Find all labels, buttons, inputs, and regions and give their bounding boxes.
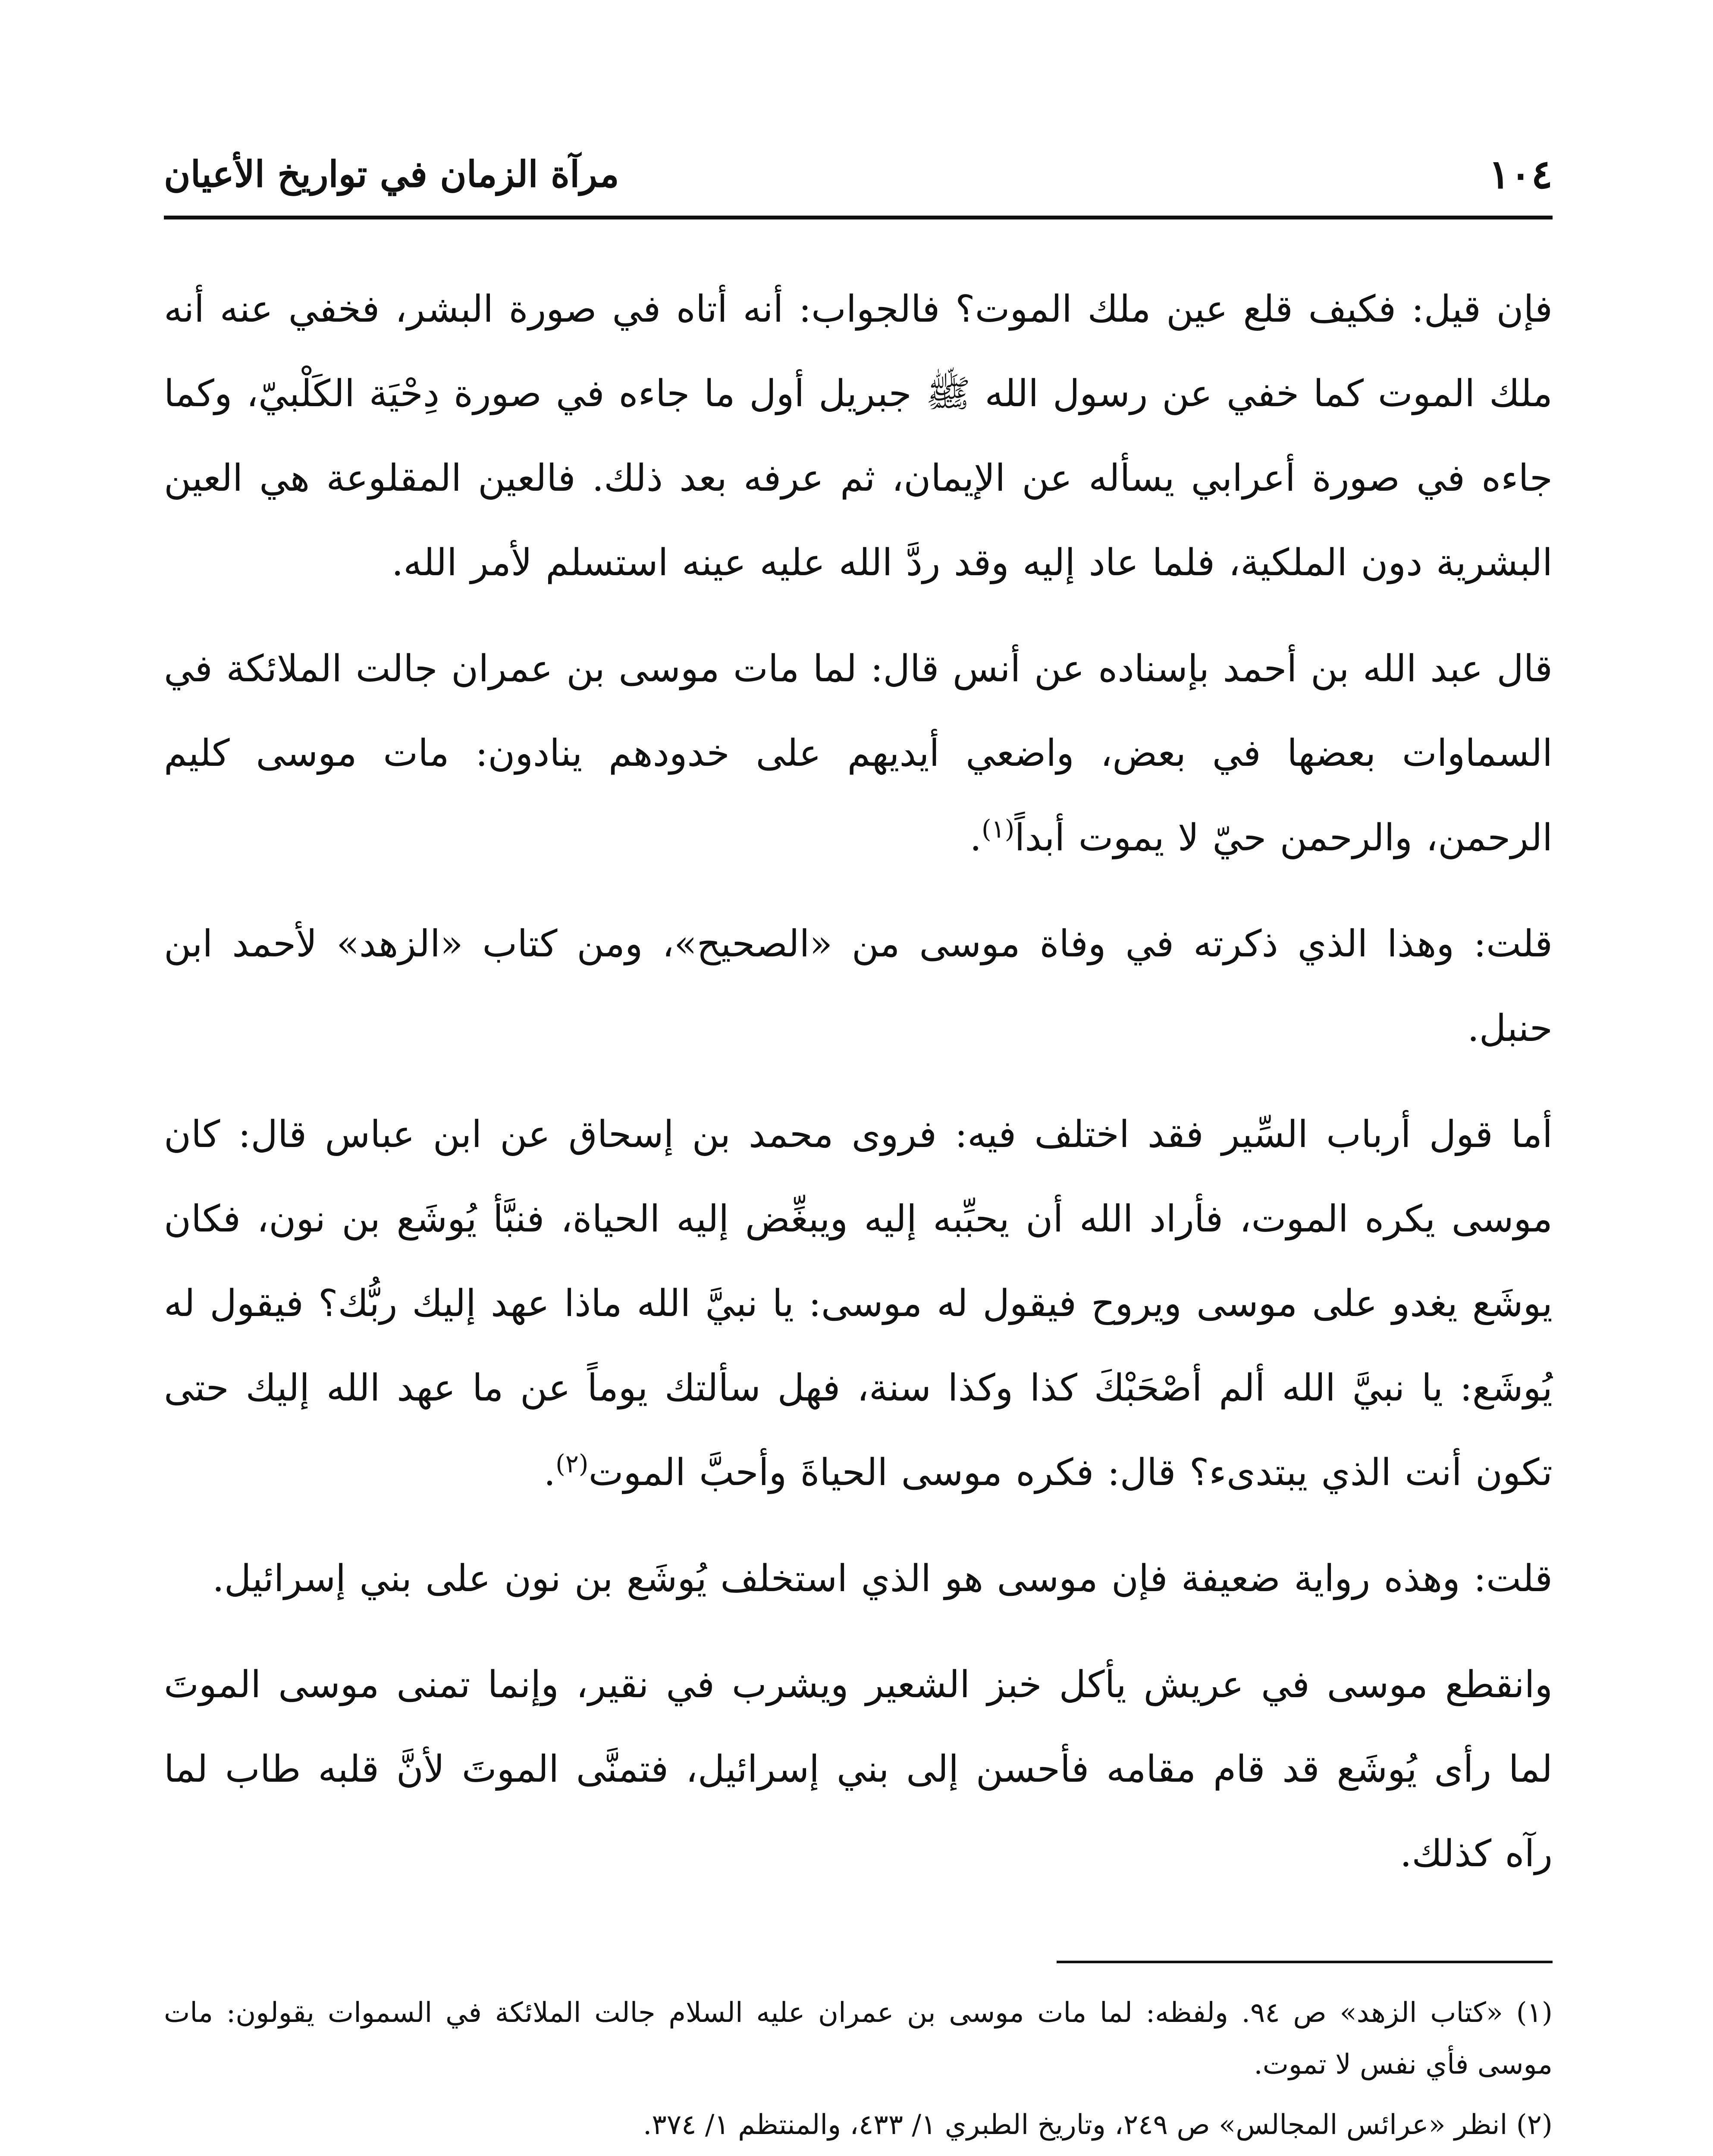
footnotes <box>164 1987 1553 2151</box>
paragraph-3 <box>164 902 1553 1071</box>
paragraph-2 <box>164 627 1553 880</box>
footnote-2: (٢) انظر «عرائس المجالس» ص ٢٤٩، وتاريخ الطبري ١/ ٤٣٣، والمنتظم ١/ ٣٧٤. <box>643 2109 1553 2141</box>
paragraph-5-text: قلت: وهذه رواية ضعيفة فإن موسى هو الذي استخلف يُوشَع بن نون على بني إسرائيل. <box>212 1557 1553 1600</box>
footnote-divider <box>1057 1961 1553 1963</box>
paragraph-1 <box>164 267 1553 605</box>
period: . <box>969 816 982 859</box>
paragraph-3-text: قلت: وهذا الذي ذكرته في وفاة موسى من «الصحيح»، ومن كتاب «الزهد» لأحمد ابن حنبل. <box>164 922 1553 1050</box>
footnote-reference-1: (١) <box>982 814 1015 844</box>
footnote-1: (١) «كتاب الزهد» ص ٩٤. ولفظه: لما مات موسى بن عمران عليه السلام جالت الملائكة في السموات يقولون: مات موسى فأي نفس لا تموت. <box>164 1997 1553 2081</box>
running-header <box>164 142 1553 219</box>
paragraph-1-text: فإن قيل: فكيف قلع عين ملك الموت؟ فالجواب: أنه أتاه في صورة البشر، فخفي عنه أنه ملك الموت كما خفي عن رسول الله ﷺ جبريل أول ما جاءه في صورة دِحْيَة الكَلْبيّ، وكما جاءه في صورة أعرابي يسأله عن الإيمان، ثم عرفه بعد ذلك. فالعين المقلوعة هي العين البشرية دون الملكية، فلما عاد إليه وقد ردَّ الله عليه عينه استسلم لأمر الله. <box>164 288 1553 584</box>
paragraph-4-text: أما قول أرباب السِّير فقد اختلف فيه: فروى محمد بن إسحاق عن ابن عباس قال: كان موسى يكره الموت، فأراد الله أن يحبِّبه إليه ويبغِّض إليه الحياة، فنبَّأ يُوشَع بن نون، فكان يوشَع يغدو على موسى ويروح فيقول له موسى: يا نبيَّ الله ماذا عهد إليك ربُّك؟ فيقول له يُوشَع: يا نبيَّ الله ألم أصْحَبْكَ كذا وكذا سنة، فهل سألتك يوماً عن ما عهد الله إليك حتى تكون أنت الذي يبتدىء؟ قال: فكره موسى الحياةَ وأحبَّ الموت <box>164 1113 1553 1494</box>
main-text <box>164 267 1553 1896</box>
paragraph-5 <box>164 1536 1553 1621</box>
page-number: ١٠٤ <box>1488 151 1553 197</box>
paragraph-6 <box>164 1642 1553 1896</box>
period: . <box>543 1451 556 1494</box>
paragraph-4 <box>164 1092 1553 1515</box>
paragraph-6-text: وانقطع موسى في عريش يأكل خبز الشعير ويشرب في نقير، وإنما تمنى موسى الموتَ لما رأى يُوشَع قد قام مقامه فأحسن إلى بني إسرائيل، فتمنَّى الموتَ لأنَّ قلبه طاب لما رآه كذلك. <box>164 1663 1553 1875</box>
paragraph-2-text: قال عبد الله بن أحمد بإسناده عن أنس قال: لما مات موسى بن عمران جالت الملائكة في السماوات بعضها في بعض، واضعي أيديهم على خدودهم ينادون: مات موسى كليم الرحمن، والرحمن حيّ لا يموت أبداً <box>164 647 1553 859</box>
footnote-reference-2: (٢) <box>555 1449 589 1479</box>
book-page <box>164 142 1553 2156</box>
book-title: مرآة الزمان في تواريخ الأعيان <box>164 153 619 195</box>
